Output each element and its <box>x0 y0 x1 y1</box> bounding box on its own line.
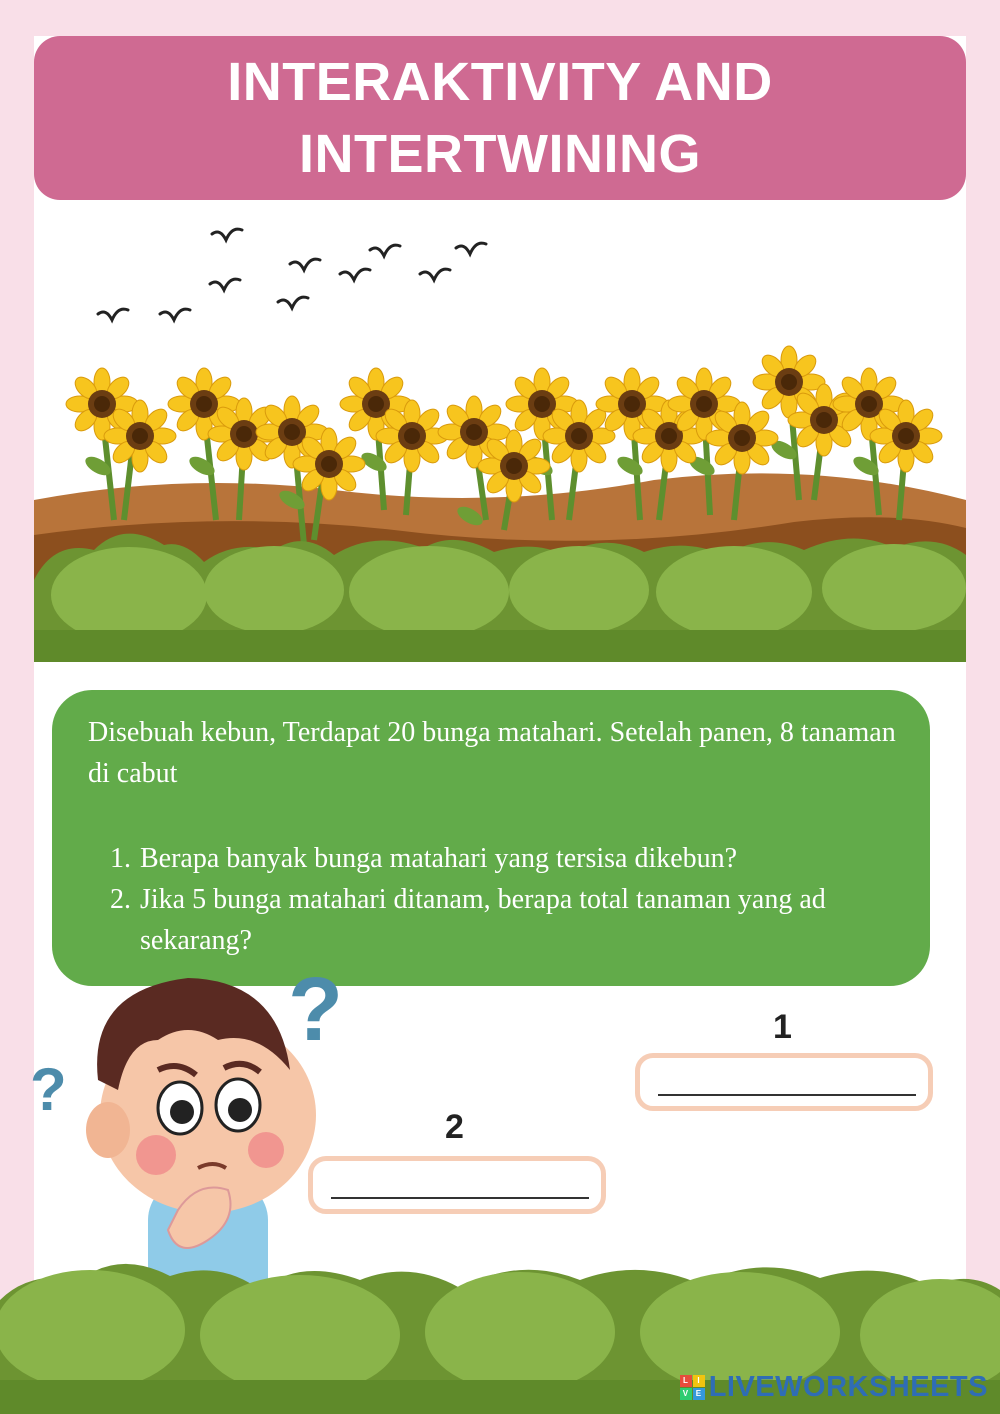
title-line-1: INTERAKTIVITY AND <box>227 52 773 112</box>
answer-1-input[interactable] <box>658 1069 916 1096</box>
answer-2-input[interactable] <box>331 1172 589 1199</box>
question-item <box>110 838 930 879</box>
question-text-continued: sekarang? <box>140 925 252 956</box>
answer-2-box <box>308 1156 606 1214</box>
answer-1-box <box>635 1053 933 1111</box>
question-mark-icon: ? <box>30 1056 67 1123</box>
question-number: 2. <box>110 884 131 915</box>
question-item <box>110 879 930 961</box>
question-number: 1. <box>110 843 131 874</box>
answer-1-label: 1 <box>773 1008 792 1046</box>
watermark-text: LIVEWORKSHEETS <box>708 1371 988 1403</box>
answer-2-label: 2 <box>445 1108 464 1146</box>
title-banner <box>34 36 966 200</box>
bird-icon <box>98 229 486 320</box>
liveworksheets-watermark <box>680 1371 988 1404</box>
liveworksheets-logo-icon: L I V E <box>680 1375 705 1400</box>
title-line-2: INTERTWINING <box>299 124 701 184</box>
question-text: Jika 5 bunga matahari ditanam, berapa total tanaman yang ad <box>140 884 826 915</box>
question-list <box>110 838 930 961</box>
bush-icon <box>34 534 966 662</box>
problem-card <box>52 690 930 986</box>
question-mark-icon: ? <box>288 960 343 1060</box>
question-text: Berapa banyak bunga matahari yang tersisa dikebun? <box>140 843 738 874</box>
sunflower-field-illustration <box>34 210 966 662</box>
problem-intro: Disebuah kebun, Terdapat 20 bunga matahari. Setelah panen, 8 tanaman di cabut <box>88 717 896 789</box>
